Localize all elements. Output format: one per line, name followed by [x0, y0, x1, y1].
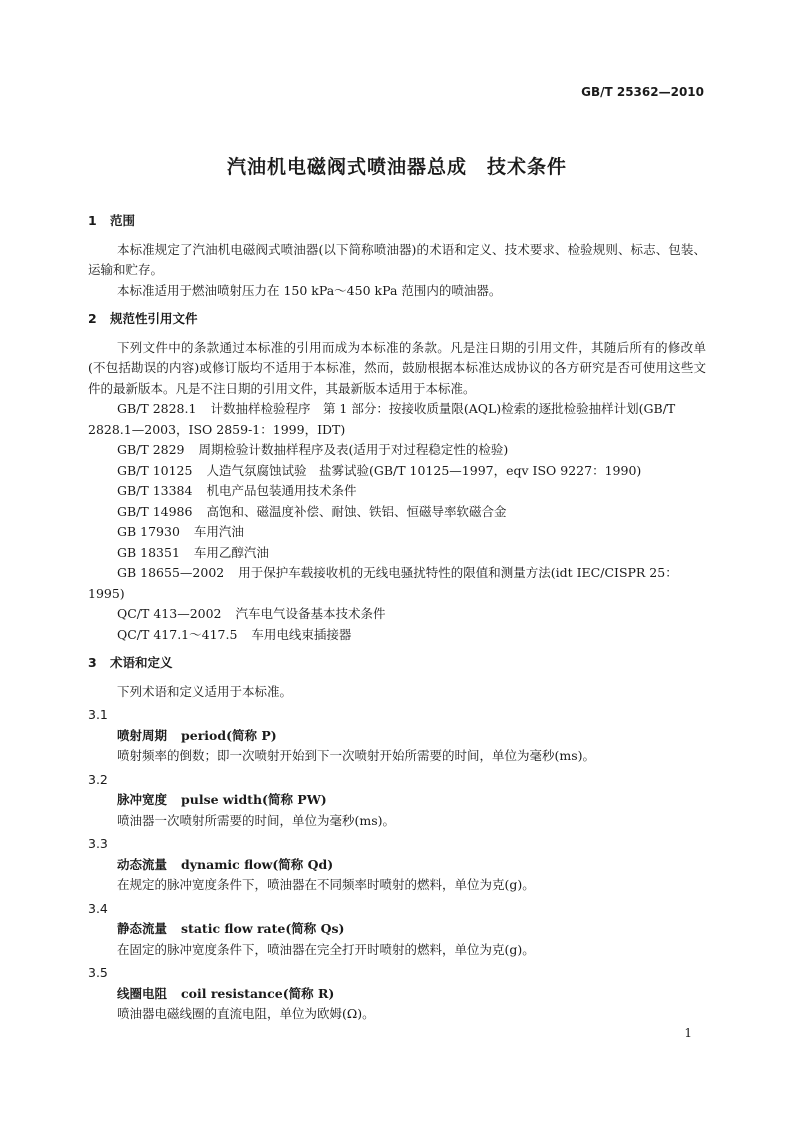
term-heading [88, 790, 706, 811]
clause-number: 3.5 [88, 965, 108, 980]
term-heading [88, 855, 706, 876]
section-number: 1 [88, 213, 97, 228]
term-definition: 喷射频率的倒数；即一次喷射开始到下一次喷射开始所需要的时间，单位为毫秒(ms)。 [117, 748, 596, 763]
reference-title: 车用乙醇汽油 [193, 544, 269, 560]
reference-item [88, 481, 706, 502]
term-entry [88, 834, 706, 896]
term-definition: 在固定的脉冲宽度条件下，喷油器在完全打开时喷射的燃料，单位为克(g)。 [117, 941, 535, 957]
reference-item [88, 461, 706, 482]
section-2-heading [88, 309, 706, 330]
term-en: dynamic flow(简称 Qd) [181, 856, 334, 872]
clause-number: 3.4 [88, 900, 108, 916]
term-zh: 脉冲宽度 [117, 792, 168, 807]
reference-code: GB 17930 [117, 524, 180, 539]
terms-intro: 下列术语和定义适用于本标准。 [117, 683, 293, 699]
section-title: 规范性引用文件 [110, 311, 198, 326]
section-title: 范围 [110, 213, 136, 228]
reference-title: 人造气氛腐蚀试验 盐雾试验(GB/T 10125—1997，eqv ISO 9227：1990) [206, 462, 642, 478]
section-1-heading [88, 211, 706, 232]
reference-code: QC/T 417.1～417.5 [117, 626, 238, 642]
clause-number: 3.1 [88, 707, 108, 722]
reference-code: GB/T 2828.1 [117, 401, 197, 416]
page-number: 1 [684, 1026, 692, 1040]
term-entry [88, 705, 706, 767]
term-zh: 线圈电阻 [117, 985, 168, 1001]
reference-code: QC/T 413—2002 [117, 606, 222, 621]
reference-code: GB/T 10125 [117, 462, 193, 478]
section-title: 术语和定义 [110, 655, 173, 670]
reference-item [88, 399, 706, 440]
reference-item [88, 502, 706, 523]
term-en: coil resistance(简称 R) [181, 985, 335, 1001]
term-entry [88, 963, 706, 1025]
references-intro: 下列文件中的条款通过本标准的引用而成为本标准的条款。凡是注日期的引用文件，其随后所有的修改单(不包括勘误的内容)或修订版均不适用于本标准，然而，鼓励根据本标准达成协议的各方研究是否可使用这些文件的最新版本。凡是不注日期的引用文件，其最新版本适用于本标准。 [88, 339, 706, 396]
reference-item [88, 625, 706, 646]
document-body [88, 211, 706, 1025]
term-zh: 静态流量 [117, 921, 168, 936]
term-en: period(简称 P) [181, 727, 277, 743]
scope-paragraph-1: 本标准规定了汽油机电磁阀式喷油器(以下简称喷油器)的术语和定义、技术要求、检验规则、标志、包装、运输和贮存。 [88, 241, 706, 277]
term-zh: 喷射周期 [117, 727, 168, 743]
term-definition: 喷油器一次喷射所需要的时间，单位为毫秒(ms)。 [117, 812, 396, 828]
reference-item [88, 604, 706, 625]
term-zh: 动态流量 [117, 856, 168, 872]
reference-title: 高饱和、磁温度补偿、耐蚀、铁铝、恒磁导率软磁合金 [206, 503, 507, 519]
reference-title: 机电产品包装通用技术条件 [206, 483, 357, 498]
reference-code: GB/T 14986 [117, 503, 193, 519]
clause-number: 3.3 [88, 836, 108, 851]
term-definition: 在规定的脉冲宽度条件下，喷油器在不同频率时喷射的燃料，单位为克(g)。 [117, 877, 535, 892]
document-title: 汽油机电磁阀式喷油器总成 技术条件 [226, 156, 567, 178]
term-en: static flow rate(简称 Qs) [181, 921, 345, 936]
reference-code: GB 18655—2002 [117, 565, 225, 580]
reference-title: 汽车电气设备基本技术条件 [235, 606, 386, 621]
standard-code: GB/T 25362—2010 [581, 85, 704, 99]
term-en: pulse width(简称 PW) [181, 792, 327, 807]
term-entry [88, 899, 706, 961]
term-heading [88, 726, 706, 747]
reference-item [88, 563, 706, 604]
term-heading [88, 919, 706, 940]
reference-title: 周期检验计数抽样程序及表(适用于对过程稳定性的检验) [198, 442, 509, 457]
term-heading [88, 984, 706, 1005]
reference-code: GB/T 13384 [117, 483, 193, 498]
reference-title: 计数抽样检验程序 第 1 部分：按接收质量限(AQL)检索的逐批检验抽样计划(GB/T 2828.1—2003，ISO 2859-1：1999，IDT) [88, 401, 676, 437]
section-number: 3 [88, 655, 97, 670]
section-3-heading [88, 653, 706, 674]
reference-code: GB 18351 [117, 544, 180, 560]
reference-item [88, 522, 706, 543]
term-entry [88, 770, 706, 832]
clause-number: 3.2 [88, 771, 108, 787]
section-number: 2 [88, 311, 97, 326]
reference-title: 车用汽油 [193, 524, 244, 539]
reference-title: 用于保护车载接收机的无线电骚扰特性的限值和测量方法(idt IEC/CISPR 25：1995) [88, 565, 678, 601]
reference-title: 车用电线束插接器 [251, 626, 352, 642]
scope-paragraph-2: 本标准适用于燃油喷射压力在 150 kPa～450 kPa 范围内的喷油器。 [117, 282, 502, 298]
reference-code: GB/T 2829 [117, 442, 185, 457]
reference-item [88, 543, 706, 564]
term-definition: 喷油器电磁线圈的直流电阻，单位为欧姆(Ω)。 [117, 1006, 375, 1021]
reference-item [88, 440, 706, 461]
